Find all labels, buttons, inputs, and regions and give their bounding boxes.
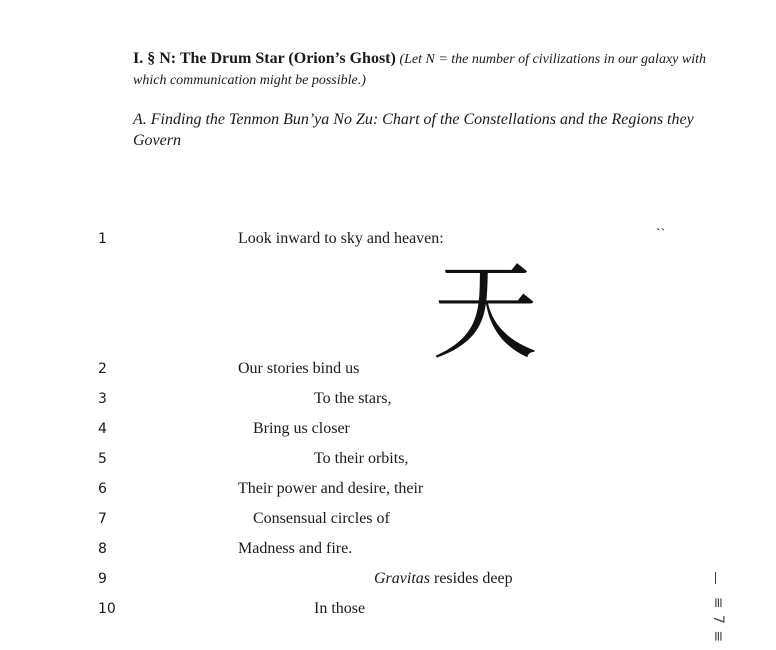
section-title: I. § N: The Drum Star (Orion’s Ghost) [133, 50, 396, 67]
verse-line [374, 570, 513, 588]
line-number: 10 [98, 601, 116, 617]
page-number-text: ≡ 7 ≡ [710, 596, 726, 644]
verse-line: To their orbits, [314, 450, 409, 467]
verse-line: In those [314, 600, 366, 617]
section-heading [133, 48, 713, 91]
line-number: 7 [98, 511, 107, 527]
subsection-heading: A. Finding the Tenmon Bun’ya No Zu: Chart of the Constellations and the Regions they Govern [133, 111, 694, 149]
section-note: (Let N = the number of civilizations in our galaxy with which communication might be possible.) [133, 52, 706, 88]
verse-line: Their power and desire, their [238, 480, 424, 497]
verse-line: Our stories bind us [238, 360, 360, 377]
tick-marks: `` [656, 227, 666, 242]
line-number: 3 [98, 391, 107, 407]
verse-italic-word: Gravitas [374, 570, 430, 587]
page-number [707, 572, 727, 642]
line-number: 4 [98, 421, 107, 437]
verse-line: Bring us closer [253, 420, 350, 437]
page-number-divider [715, 572, 716, 584]
line-number: 9 [98, 571, 107, 587]
line-number: 5 [98, 451, 107, 467]
line-number: 1 [98, 231, 107, 247]
kanji-heaven-character: 天 [432, 251, 538, 374]
verse-line: Madness and fire. [238, 540, 353, 557]
verse-line: Consensual circles of [253, 510, 390, 527]
line-number: 6 [98, 481, 107, 497]
verse-line: Look inward to sky and heaven: [238, 230, 444, 247]
line-number: 2 [98, 361, 107, 377]
verse-line-rest: resides deep [430, 570, 513, 587]
verse-line: To the stars, [314, 390, 392, 407]
line-number: 8 [98, 541, 107, 557]
